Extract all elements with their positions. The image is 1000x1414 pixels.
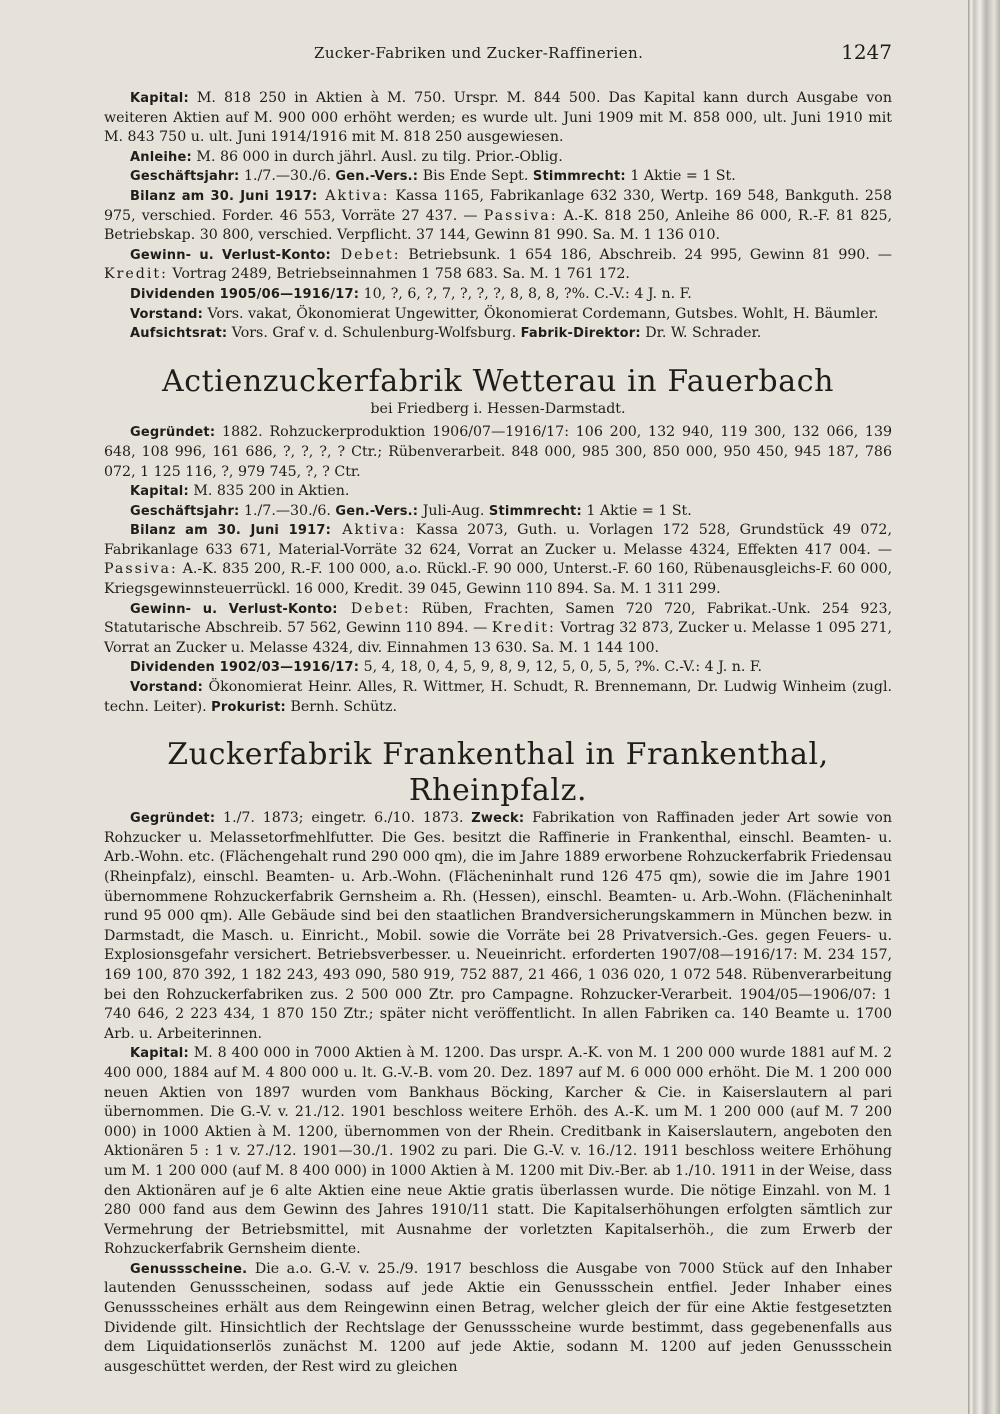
field-text: 1 Aktie = 1 St. xyxy=(581,502,692,519)
entry-dividenden xyxy=(104,285,892,305)
field-text: Juli-Aug. xyxy=(418,502,489,519)
field-label: Gegründet: xyxy=(130,425,216,441)
field-label: Dividenden 1905/06—1916/17: xyxy=(130,286,360,302)
field-text: Kassa 2073, Guth. u. Vorlagen 172 528, Grundstück 49 072, Fabrikanlage 633 671, Material-Vorräte 32 624, Vorrat an Zucker u. Melasse 4324, Effekten 417 004. — xyxy=(104,522,892,558)
field-text: M. 835 200 in Aktien. xyxy=(188,483,350,500)
field-text: Die a.o. G.-V. v. 25./9. 1917 beschloss die Ausgabe von 7000 Stück auf den Inhaber lautenden Genussscheinen, sodass auf jede Aktie ein Genussschein entfiel. Jeder Inhaber eines Genussscheines erhält aus dem Reingewinn einen Betrag, welcher gleich der für eine Aktie festgesetzten Dividende gilt. Hinsichtlich der Rechtslage der Genussscheine wurde bestimmt, dass gegebenenfalls aus dem Liquidationserlös zunächst M. 1200 auf jede Aktie, sodann M. 1200 auf jeden Genussschein ausgeschüttet werden, der Rest wird zu gleichen xyxy=(104,1260,892,1375)
field-label: Geschäftsjahr: xyxy=(130,503,240,519)
field-label: Gegründet: xyxy=(130,811,216,827)
field-label: Anleihe: xyxy=(130,149,192,165)
field-label: Kapital: xyxy=(130,1046,189,1062)
field-label: Vorstand: xyxy=(130,680,203,696)
field-text: Betriebsunk. 1 654 186, Abschreib. 24 995, Gewinn 81 990. — xyxy=(400,246,892,263)
entry-vorstand xyxy=(104,678,892,717)
running-title: Zucker-Fabriken und Zucker-Raffinerien. xyxy=(314,44,644,62)
field-label: Gen.-Vers.: xyxy=(335,169,419,185)
field-text: Bis Ende Sept. xyxy=(418,168,533,185)
spaced-label: Passiva: xyxy=(104,561,178,578)
field-label: Gewinn- u. Verlust-Konto: xyxy=(130,601,338,617)
field-text: Vors. Graf v. d. Schulenburg-Wolfsburg. xyxy=(227,325,521,342)
spaced-label: Aktiva: xyxy=(330,522,407,539)
field-text: Vortrag 32 873, Zucker u. Melasse 1 095 271, Vorrat an Zucker u. Melasse 4324, div. Einnahmen 13 630. Sa. M. 1 144 100. xyxy=(104,620,892,656)
field-label: Geschäftsjahr: xyxy=(130,169,240,185)
field-text: Bernh. Schütz. xyxy=(285,698,397,715)
field-label: Zweck: xyxy=(471,811,525,827)
entry-anleihe xyxy=(104,148,892,168)
field-text: Ökonomierat Heinr. Alles, R. Wittmer, H. Schudt, R. Brennemann, Dr. Ludwig Winheim (zugl. techn. Leiter). xyxy=(104,679,892,715)
entry-bilanz xyxy=(104,521,892,599)
field-label: Gen.-Vers.: xyxy=(335,503,419,519)
page-stack-edge xyxy=(968,0,1000,1414)
field-text: Dr. W. Schrader. xyxy=(640,325,762,342)
field-text: 1 Aktie = 1 St. xyxy=(625,168,736,185)
entry-kapital xyxy=(104,89,892,148)
field-text: 1./7.—30./6. xyxy=(239,502,336,519)
field-label: Bilanz am 30. Juni 1917: xyxy=(130,523,331,539)
page-number: 1247 xyxy=(841,40,892,64)
running-header xyxy=(104,40,892,70)
spaced-label: Kredit: xyxy=(491,620,556,637)
field-text: 5, 4, 18, 0, 4, 5, 9, 8, 9, 12, 5, 0, 5, 5, ?%. C.-V.: 4 J. n. F. xyxy=(359,659,763,676)
field-text: 1./7.—30./6. xyxy=(239,168,336,185)
entry-genussscheine xyxy=(104,1260,892,1378)
field-label: Prokurist: xyxy=(211,699,286,715)
field-label: Genussscheine. xyxy=(130,1261,248,1277)
company-heading: Actienzuckerfabrik Wetterau in Fauerbach xyxy=(161,363,835,399)
field-text: A.-K. 835 200, R.-F. 100 000, a.o. Rückl.-F. 90 000, Unterst.-F. 60 160, Rübenausgleichs-F. 60 000, Kriegsgewinnsteuerrückl. 16 000, Kredit. 39 045, Gewinn 110 894. Sa. M. 1 311 299. xyxy=(104,561,892,598)
entry-gewinn-verlust xyxy=(104,600,892,659)
field-label: Gewinn- u. Verlust-Konto: xyxy=(130,247,331,263)
spaced-label: Debet: xyxy=(330,246,401,263)
entry-aufsichtsrat xyxy=(104,324,892,344)
entry-kapital xyxy=(104,1044,892,1260)
field-label: Kapital: xyxy=(130,484,189,500)
entry-gegruendet xyxy=(104,423,892,482)
field-text: A.-K. 818 250, Anleihe 86 000, R.-F. 81 825, Betriebskap. 30 800, verschied. Verpflicht. 37 144, Gewinn 81 990. Sa. M. 1 136 010. xyxy=(104,207,893,244)
company-heading: Zuckerfabrik Frankenthal in Frankenthal, Rheinpfalz. xyxy=(167,737,829,809)
entry-dividenden xyxy=(104,658,892,678)
field-label: Aufsichtsrat: xyxy=(130,326,228,342)
spaced-label: Aktiva: xyxy=(317,187,390,204)
entry-geschaeftsjahr xyxy=(104,502,892,522)
entry-geschaeftsjahr xyxy=(104,167,892,187)
field-label: Stimmrecht: xyxy=(532,169,626,185)
field-text: 1./7. 1873; eingetr. 6./10. 1873. xyxy=(215,810,472,827)
entry-bilanz xyxy=(104,187,892,246)
field-label: Bilanz am 30. Juni 1917: xyxy=(130,188,318,204)
field-text: Fabrikation von Raffinaden jeder Art sowie von Rohzucker u. Melassetorfmehlfutter. Die Ges. besitzt die Raffinerie in Frankenthal, einschl. Beamten- u. Arb.-Wohn. etc. (Flächengehalt rund 290 000 qm), die im Jahre 1889 erworbene Rohzuckerfabrik Friedensau (Rheinpfalz), einschl. Beamten- u. Arb.-Wohn. (Flächeninhalt rund 126 475 qm), sowie die im Jahre 1901 übernommene Rohzuckerfabrik Gernsheim a. Rh. (Hessen), einschl. Beamten- u. Arb.-Wohn. (Flächeninhalt rund 95 000 qm). Alle Gebäude sind bei den staatlichen Brandversicherungskammern in München bezw. in Darmstadt, die Masch. u. Einricht., Mobil. sowie die Vorräte bei 28 Privatversich.-Ges. gegen Feuers- u. Explosionsgefahr versichert. Betriebsverbesser. u. Neueinricht. erforderten 1907/08—1916/17: M. 234 157, 169 100, 870 392, 1 182 243, 493 090, 580 919, 752 887, 21 466, 1 036 020, 1 072 548. Rübenverarbeitung bei den Rohzuckerfabriken zus. 2 500 000 Ztr. pro Campagne. Rohzucker-Verarbeit. 1904/05—1906/07: 1 740 646, 2 223 434, 1 870 150 Ztr.; später nicht veröffentlicht. In allen Fabriken ca. 140 Beamte u. 1700 Arb. u. Arbeiterinnen. xyxy=(104,810,892,1042)
entry-kapital xyxy=(104,482,892,502)
field-label: Kapital: xyxy=(130,91,189,106)
spaced-label: Debet: xyxy=(337,600,411,617)
entry-gewinn-verlust xyxy=(104,246,892,285)
field-text: M. 86 000 in durch jährl. Ausl. zu tilg. Prior.-Oblig. xyxy=(191,148,563,165)
entry-vorstand xyxy=(104,305,892,325)
entry-gegruendet xyxy=(104,809,892,1044)
field-label: Stimmrecht: xyxy=(488,503,582,519)
field-label: Fabrik-Direktor: xyxy=(520,326,641,342)
field-label: Dividenden 1902/03—1916/17: xyxy=(130,660,360,676)
company-location: bei Friedberg i. Hessen-Darmstadt. xyxy=(370,400,626,417)
field-text: 10, ?, 6, ?, 7, ?, ?, ?, 8, 8, 8, ?%. C.-V.: 4 J. n. F. xyxy=(359,285,692,302)
field-text: Rüben, Frachten, Samen 720 720, Fabrikat.-Unk. 254 923, Statutarische Abschreib. 57 562, Gewinn 110 894. — xyxy=(104,600,892,637)
page-body xyxy=(104,89,892,1377)
spaced-label: Passiva: xyxy=(483,207,558,224)
field-text: M. 8 400 000 in 7000 Aktien à M. 1200. Das urspr. A.-K. von M. 1 200 000 wurde 1881 auf M. 2 400 000, 1884 auf M. 4 800 000 u. lt. G.-V.-B. vom 20. Dez. 1897 auf M. 6 000 000 erhöht. Die M. 1 200 000 neuen Aktien von 1897 wurden vom Bankhaus Böcking, Karcher & Cie. in Kaiserslautern al pari übernommen. Die G.-V. v. 21./12. 1901 beschloss weitere Erhöh. des A.-K. um M. 1 200 000 (auf M. 7 200 000) in 1000 Aktien à M. 1200, übernommen von der Rhein. Creditbank in Kaiserslautern, angeboten den Aktionären 5 : 1 v. 27./12. 1901—30./1. 1902 zu pari. Die G.-V. v. 16./12. 1911 beschloss weitere Erhöhung um M. 1 200 000 (auf M. 8 400 000) in 1000 Aktien à M. 1200 mit Div.-Ber. ab 1./10. 1911 in der Weise, dass den Aktionären auf je 6 alte Aktien eine neue Aktie gratis überlassen wurde. Die nötige Einzahl. von M. 1 280 000 fand aus dem Gewinn des Jahres 1910/11 statt. Die Kapitalserhöhungen erfolgten sämtlich zur Vermehrung der Betriebsmittel, mit Ausnahme der vorletzten Kapitalserhöh., die zum Erwerb der Rohzuckerfabrik Gernsheim diente. xyxy=(104,1045,892,1258)
field-text: Vors. vakat, Ökonomierat Ungewitter, Ökonomierat Cordemann, Gutsbes. Wohlt, H. Bäumler. xyxy=(202,305,879,322)
field-text: Vortrag 2489, Betriebseinnahmen 1 758 683. Sa. M. 1 761 172. xyxy=(167,266,630,283)
spaced-label: Kredit: xyxy=(104,266,168,283)
field-text: Kassa 1165, Fabrikanlage 632 330, Wertp. 169 548, Bankguth. 258 975, verschied. Forder. 46 553, Vorräte 27 437. — xyxy=(104,187,892,224)
field-text: 1882. Rohzuckerproduktion 1906/07—1916/17: 106 200, 132 940, 119 300, 132 066, 139 648, 108 996, 161 686, ?, ?, ?, ? Ctr.; Rübenverarbeit. 848 000, 985 300, 850 000, 950 450, 945 187, 786 072, 1 125 116, ?, 979 745, ?, ? Ctr. xyxy=(104,424,892,480)
field-text: M. 818 250 in Aktien à M. 750. Urspr. M. 844 500. Das Kapital kann durch Ausgabe von weiteren Aktien auf M. 900 000 erhöht werden; es wurde ult. Juni 1909 mit M. 858 000, ult. Juni 1910 mit M. 843 750 u. ult. Juni 1914/1916 mit M. 818 250 ausgewiesen. xyxy=(104,90,892,146)
field-label: Vorstand: xyxy=(130,306,203,322)
